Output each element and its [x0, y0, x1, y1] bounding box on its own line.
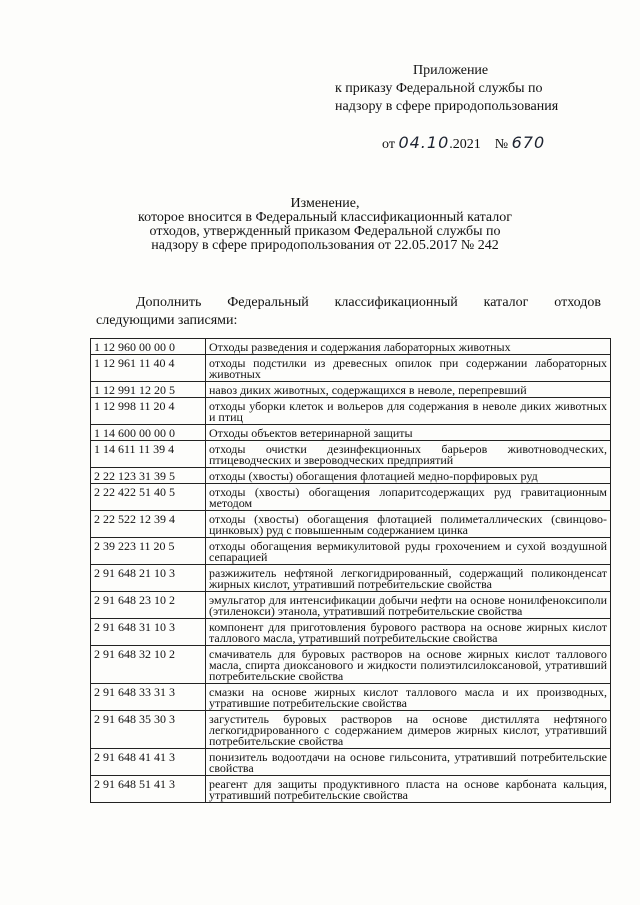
waste-code: 1 12 991 12 20 5	[91, 382, 206, 398]
waste-name: реагент для защиты продуктивного пласта на основе карбоната кальция, утративший потребительские свойства	[206, 776, 611, 803]
waste-name: отходы уборки клеток и вольеров для содержания в неволе диких животных и птиц	[206, 398, 611, 425]
table-row	[91, 592, 611, 619]
order-date-number	[382, 133, 545, 155]
waste-name: загуститель буровых растворов на основе дистиллята нефтяного легкогидрированного с содержанием димеров жирных кислот, утративший потребительские свойства	[206, 711, 611, 749]
appendix-header	[335, 62, 625, 116]
handwritten-date: 04.10	[398, 133, 450, 152]
intro-line: Дополнить Федеральный классификационный каталог отходов	[136, 295, 601, 310]
waste-code: 2 91 648 33 31 3	[91, 684, 206, 711]
waste-code: 1 14 600 00 00 0	[91, 425, 206, 441]
waste-code: 2 91 648 21 10 3	[91, 565, 206, 592]
table-row	[91, 776, 611, 803]
table-row	[91, 468, 611, 484]
date-prefix: от	[382, 137, 395, 152]
waste-code: 2 91 648 41 41 3	[91, 749, 206, 776]
table-row	[91, 619, 611, 646]
table-row	[91, 646, 611, 684]
waste-name: отходы (хвосты) обогащения флотацией медно-порфировых руд	[206, 468, 611, 484]
table-row	[91, 484, 611, 511]
waste-name: компонент для приготовления бурового раствора на основе жирных кислот таллового масла, утративший потребительские свойства	[206, 619, 611, 646]
waste-name: разжижитель нефтяной легкогидрированный, содержащий поликонденсат жирных кислот, утративший потребительские свойства	[206, 565, 611, 592]
table-row	[91, 684, 611, 711]
table-row	[91, 511, 611, 538]
appendix-line: Приложение	[413, 63, 489, 78]
waste-name: отходы (хвосты) обогащения флотацией полиметаллических (свинцово-цинковых) руд с повышенным содержанием цинка	[206, 511, 611, 538]
intro-line: следующими записями:	[96, 313, 238, 328]
title-line: Изменение,	[290, 196, 360, 211]
waste-code: 2 22 422 51 40 5	[91, 484, 206, 511]
waste-code: 2 91 648 32 10 2	[91, 646, 206, 684]
waste-name: навоз диких животных, содержащихся в неволе, перепревший	[206, 382, 611, 398]
appendix-line: надзору в сфере природопользования	[335, 99, 559, 114]
waste-name: отходы очистки дезинфекционных барьеров животноводческих, птицеводческих и звероводческих предприятий	[206, 441, 611, 468]
title-line: которое вносится в Федеральный классификационный каталог	[138, 210, 512, 225]
table-row	[91, 711, 611, 749]
table-row	[91, 538, 611, 565]
waste-name: отходы обогащения вермикулитовой руды грохочением и сухой воздушной сепарацией	[206, 538, 611, 565]
waste-name: отходы (хвосты) обогащения лопаритсодержащих руд гравитационным методом	[206, 484, 611, 511]
waste-name: эмульгатор для интенсификации добычи нефти на основе нонилфеноксиполи (этиленокси) этанола, утративший потребительские свойства	[206, 592, 611, 619]
waste-code: 2 91 648 51 41 3	[91, 776, 206, 803]
title-line: надзору в сфере природопользования от 22.05.2017 № 242	[151, 238, 499, 253]
table-row	[91, 425, 611, 441]
waste-name: Отходы разведения и содержания лабораторных животных	[206, 339, 611, 355]
number-prefix: №	[494, 137, 509, 152]
title-line: отходов, утвержденный приказом Федеральной службы по	[149, 224, 501, 239]
waste-name: смазки на основе жирных кислот таллового масла и их производных, утратившие потребительские свойства	[206, 684, 611, 711]
waste-code: 2 22 123 31 39 5	[91, 468, 206, 484]
waste-code: 1 12 998 11 20 4	[91, 398, 206, 425]
intro-paragraph	[96, 294, 601, 330]
waste-catalog-table	[90, 338, 611, 803]
document-title	[100, 197, 550, 253]
waste-name: Отходы объектов ветеринарной защиты	[206, 425, 611, 441]
waste-code: 2 91 648 23 10 2	[91, 592, 206, 619]
order-year: .2021	[449, 137, 481, 152]
handwritten-number: 670	[511, 133, 546, 152]
appendix-line: к приказу Федеральной службы по	[335, 81, 543, 96]
waste-name: смачиватель для буровых растворов на основе жирных кислот таллового масла, спирта диоксанового и жидкости полиэтилсилоксановой, утративший потребительские свойства	[206, 646, 611, 684]
table-row	[91, 565, 611, 592]
waste-name: отходы подстилки из древесных опилок при содержании лабораторных животных	[206, 355, 611, 382]
table-row	[91, 398, 611, 425]
waste-code: 2 22 522 12 39 4	[91, 511, 206, 538]
table-row	[91, 749, 611, 776]
waste-code: 1 14 611 11 39 4	[91, 441, 206, 468]
waste-code: 2 91 648 31 10 3	[91, 619, 206, 646]
table-row	[91, 382, 611, 398]
waste-name: понизитель водоотдачи на основе гильсонита, утративший потребительские свойства	[206, 749, 611, 776]
waste-code: 1 12 961 11 40 4	[91, 355, 206, 382]
table-row	[91, 441, 611, 468]
waste-code: 1 12 960 00 00 0	[91, 339, 206, 355]
waste-code: 2 39 223 11 20 5	[91, 538, 206, 565]
waste-code: 2 91 648 35 30 3	[91, 711, 206, 749]
table-row	[91, 339, 611, 355]
table-row	[91, 355, 611, 382]
